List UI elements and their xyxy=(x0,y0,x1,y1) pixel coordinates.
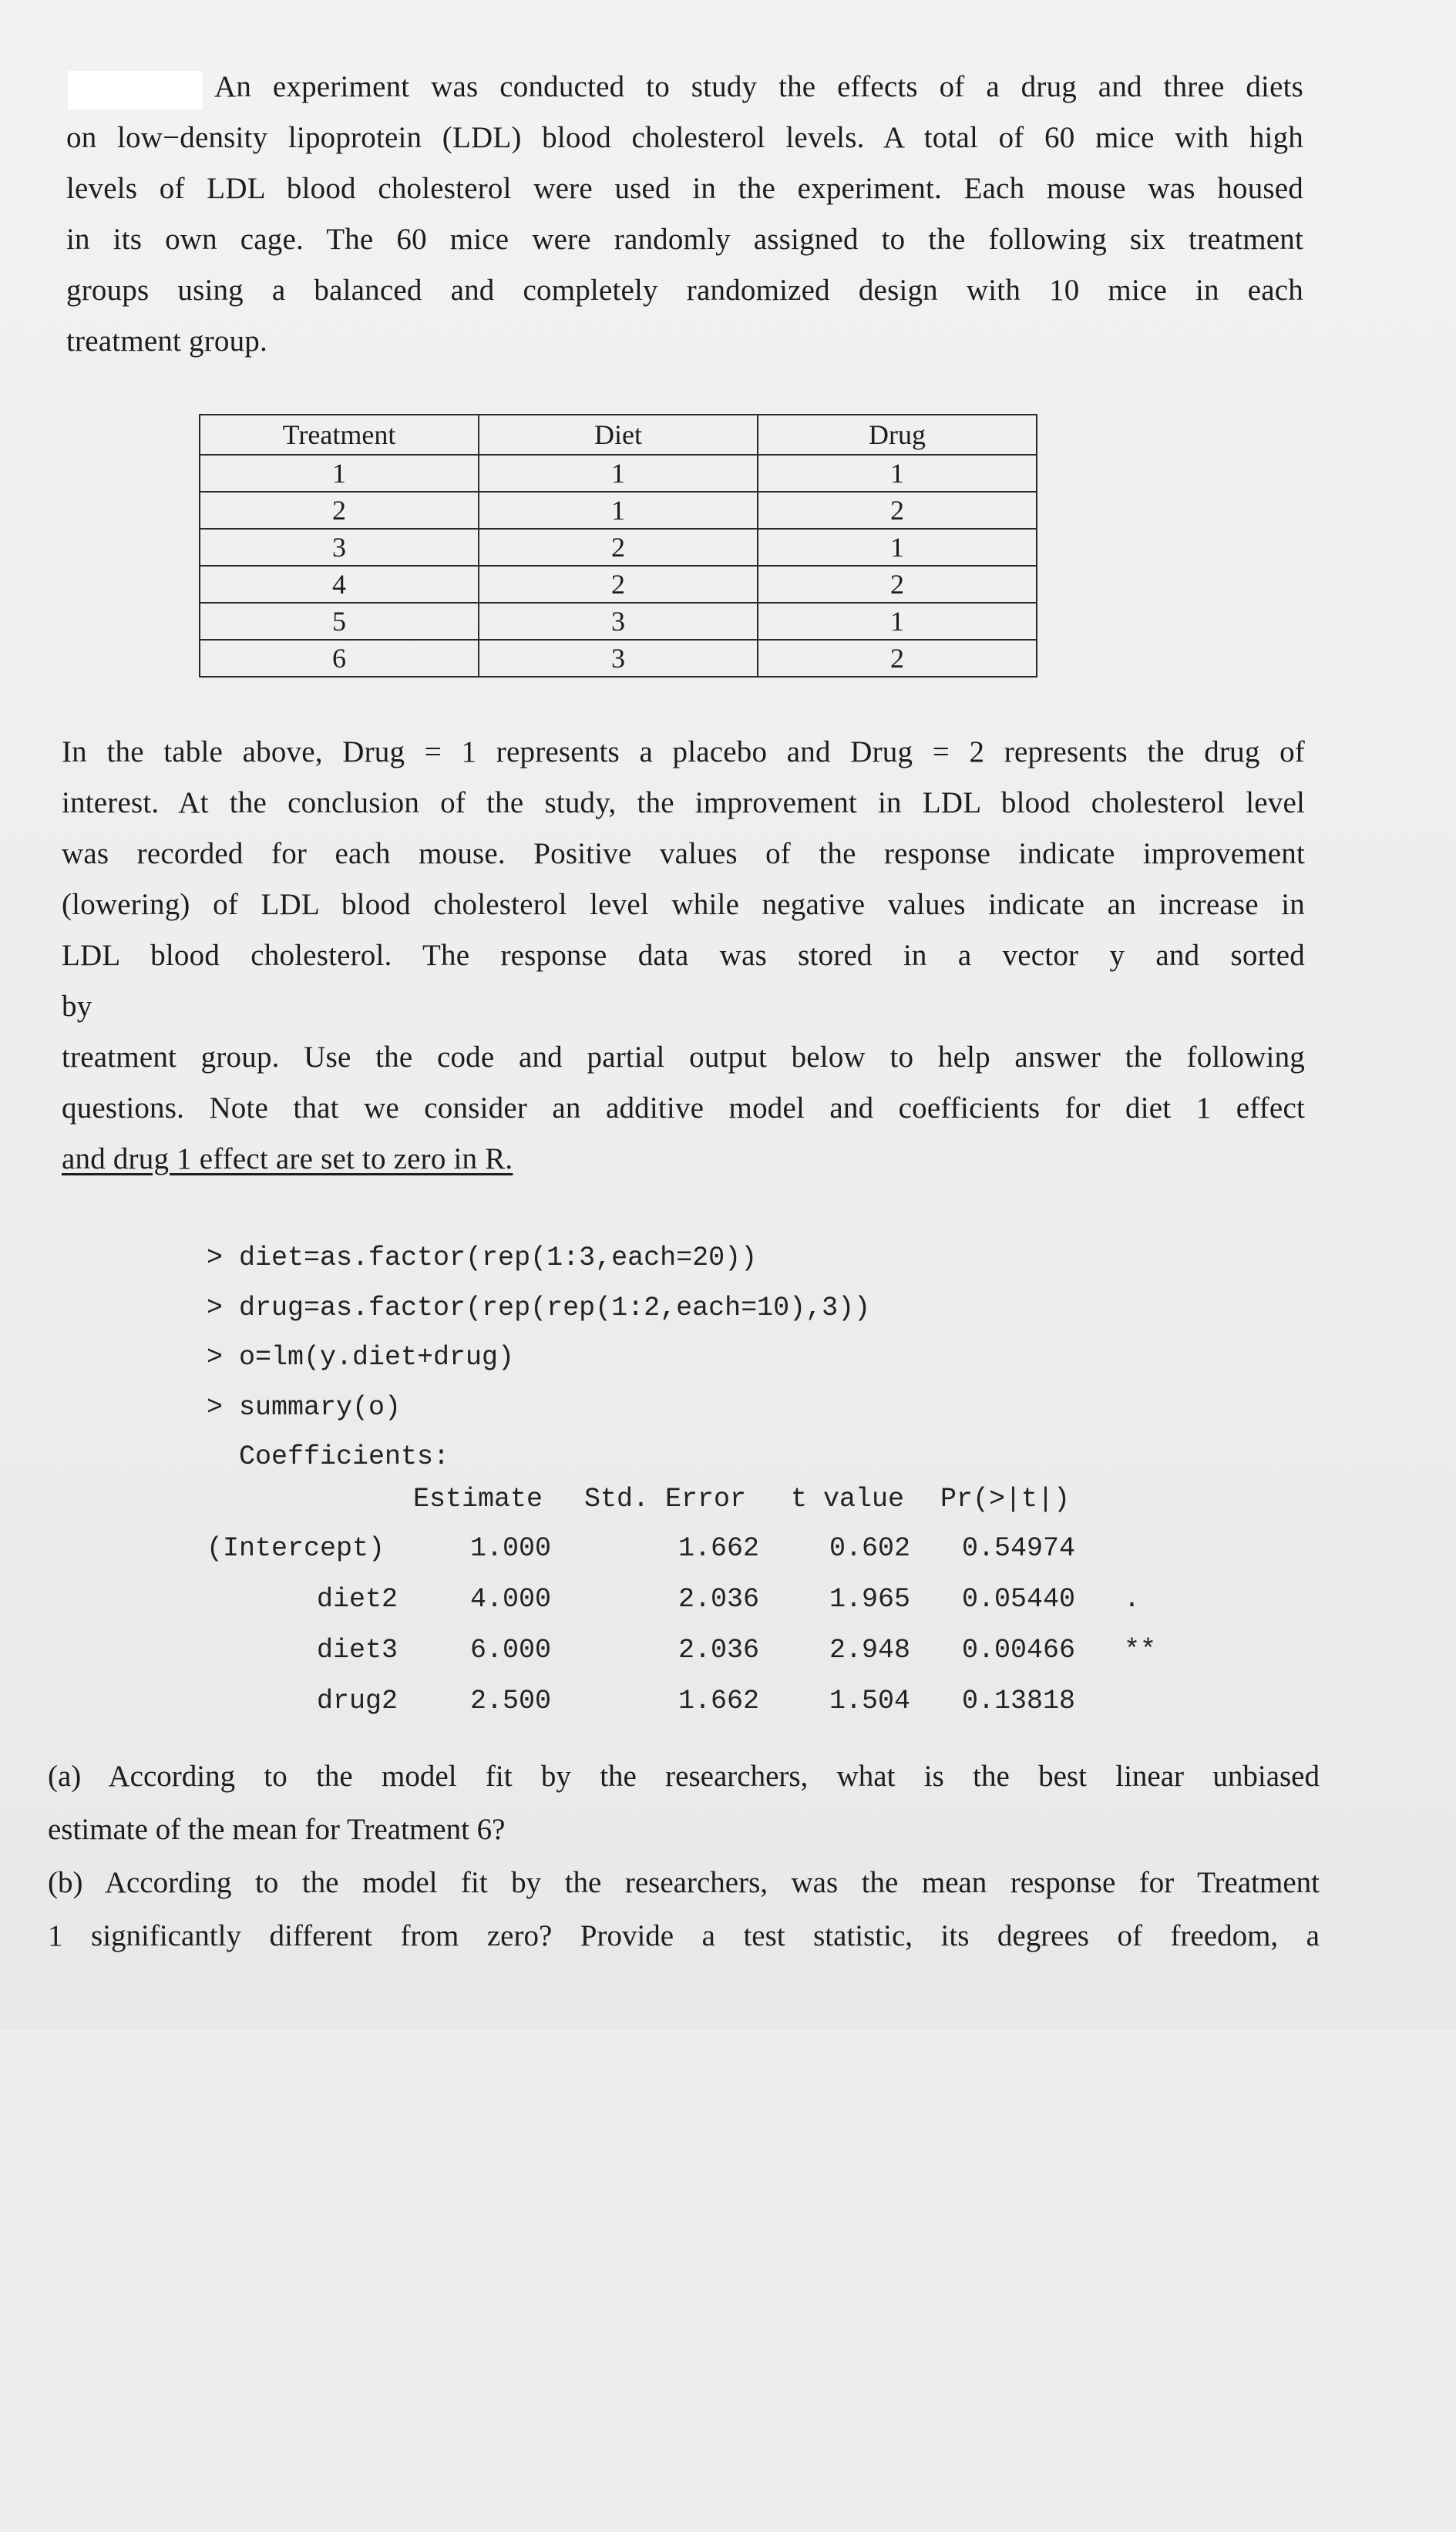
coef-estimate: 1.000 xyxy=(470,1533,552,1564)
coef-name: diet2 xyxy=(317,1584,398,1615)
table-cell: 1 xyxy=(200,455,479,492)
coef-p: 0.05440 xyxy=(962,1584,1076,1615)
description-line-note-text: questions. Note that we consider an additive model and coefficients for diet 1 effect xyxy=(62,1091,1305,1125)
coef-sig: ** xyxy=(1124,1635,1157,1666)
description-line: by xyxy=(62,990,92,1023)
table-cell: 3 xyxy=(479,640,758,677)
coef-estimate: 2.500 xyxy=(470,1686,552,1717)
question-line: (a) According to the model fit by the researchers, what is the best linear unbiased xyxy=(48,1760,1320,1793)
table-row xyxy=(200,566,1037,603)
coef-t: 0.602 xyxy=(829,1533,911,1564)
table-cell: 6 xyxy=(200,640,479,677)
intro-line: An experiment was conducted to study the effects of a drug and three diets xyxy=(214,70,1303,103)
table-cell: 4 xyxy=(200,566,479,603)
coefficients-output xyxy=(207,1484,1209,1738)
table-cell: 5 xyxy=(200,603,479,640)
coef-name: (Intercept) xyxy=(207,1533,385,1564)
underlined-note: and drug 1 effect are set to zero in R. xyxy=(62,1142,513,1175)
coef-se: 1.662 xyxy=(678,1533,760,1564)
coef-p: 0.54974 xyxy=(962,1533,1076,1564)
table-cell: 2 xyxy=(758,492,1037,529)
header-drug: Drug xyxy=(758,415,1037,455)
coef-se: 2.036 xyxy=(678,1584,760,1615)
table-row xyxy=(200,529,1037,566)
description-line: interest. At the conclusion of the study, the improvement in LDL blood cholesterol level xyxy=(62,786,1305,819)
description-line: treatment group. Use the code and partial output below to help answer the following xyxy=(62,1041,1305,1074)
table-row xyxy=(200,455,1037,492)
coef-header-p: Pr(>|t|) xyxy=(940,1484,1071,1515)
table-row xyxy=(200,603,1037,640)
intro-line: groups using a balanced and completely randomized design with 10 mice in each xyxy=(66,274,1303,307)
coef-t: 1.965 xyxy=(829,1584,911,1615)
table-cell: 3 xyxy=(200,529,479,566)
coef-se: 1.662 xyxy=(678,1686,760,1717)
questions xyxy=(48,1750,1320,1962)
question-line: estimate of the mean for Treatment 6? xyxy=(48,1813,506,1846)
coef-name: drug2 xyxy=(317,1686,398,1717)
table-cell: 3 xyxy=(479,603,758,640)
intro-line: levels of LDL blood cholesterol were used in the experiment. Each mouse was housed xyxy=(66,172,1303,205)
table-cell: 2 xyxy=(200,492,479,529)
coef-header-estimate: Estimate xyxy=(413,1484,543,1515)
coef-estimate: 6.000 xyxy=(470,1635,552,1666)
description-line: In the table above, Drug = 1 represents a placebo and Drug = 2 represents the drug of xyxy=(62,735,1305,768)
table-cell: 1 xyxy=(479,455,758,492)
table-row xyxy=(200,640,1037,677)
header-diet: Diet xyxy=(479,415,758,455)
description-paragraph xyxy=(62,727,1305,1185)
description-line: (lowering) of LDL blood cholesterol level while negative values indicate an increase in xyxy=(62,888,1305,921)
coef-sig: . xyxy=(1124,1584,1141,1615)
table-cell: 1 xyxy=(758,455,1037,492)
table-cell: 2 xyxy=(479,566,758,603)
intro-line: on low−density lipoprotein (LDL) blood cholesterol levels. A total of 60 mice with high xyxy=(66,121,1303,154)
description-line: was recorded for each mouse. Positive values of the response indicate improvement xyxy=(62,837,1305,870)
intro-paragraph xyxy=(66,62,1303,367)
header-treatment: Treatment xyxy=(200,415,479,455)
coef-header-t: t value xyxy=(791,1484,905,1515)
coef-t: 1.504 xyxy=(829,1686,911,1717)
intro-line: treatment group. xyxy=(66,324,267,358)
table-cell: 1 xyxy=(758,603,1037,640)
code-line: > drug=as.factor(rep(rep(1:2,each=10),3)) xyxy=(207,1292,871,1323)
description-line-note xyxy=(62,1083,1305,1134)
r-code-block xyxy=(207,1233,870,1482)
coef-name: diet3 xyxy=(317,1635,398,1666)
coef-se: 2.036 xyxy=(678,1635,760,1666)
table-cell: 2 xyxy=(479,529,758,566)
code-line: > o=lm(y.diet+drug) xyxy=(207,1342,515,1373)
table-cell: 2 xyxy=(758,640,1037,677)
coef-estimate: 4.000 xyxy=(470,1584,552,1615)
question-line: 1 significantly different from zero? Provide a test statistic, its degrees of freedom, a xyxy=(48,1919,1320,1952)
table-cell: 1 xyxy=(758,529,1037,566)
description-line: LDL blood cholesterol. The response data was stored in a vector y and sorted xyxy=(62,939,1305,972)
coef-p: 0.13818 xyxy=(962,1686,1076,1717)
treatment-table xyxy=(199,414,1037,678)
code-line: Coefficients: xyxy=(207,1441,450,1472)
code-line: > diet=as.factor(rep(1:3,each=20)) xyxy=(207,1242,758,1273)
intro-line: in its own cage. The 60 mice were randomly assigned to the following six treatment xyxy=(66,223,1303,256)
description-line-note xyxy=(62,1134,1305,1185)
table-header-row xyxy=(200,415,1037,455)
table-cell: 2 xyxy=(758,566,1037,603)
table-cell: 1 xyxy=(479,492,758,529)
coef-header-se: Std. Error xyxy=(584,1484,747,1515)
code-line: > summary(o) xyxy=(207,1391,402,1423)
coef-p: 0.00466 xyxy=(962,1635,1076,1666)
question-line: (b) According to the model fit by the researchers, was the mean response for Treatment xyxy=(48,1866,1320,1899)
table-row xyxy=(200,492,1037,529)
coef-t: 2.948 xyxy=(829,1635,911,1666)
